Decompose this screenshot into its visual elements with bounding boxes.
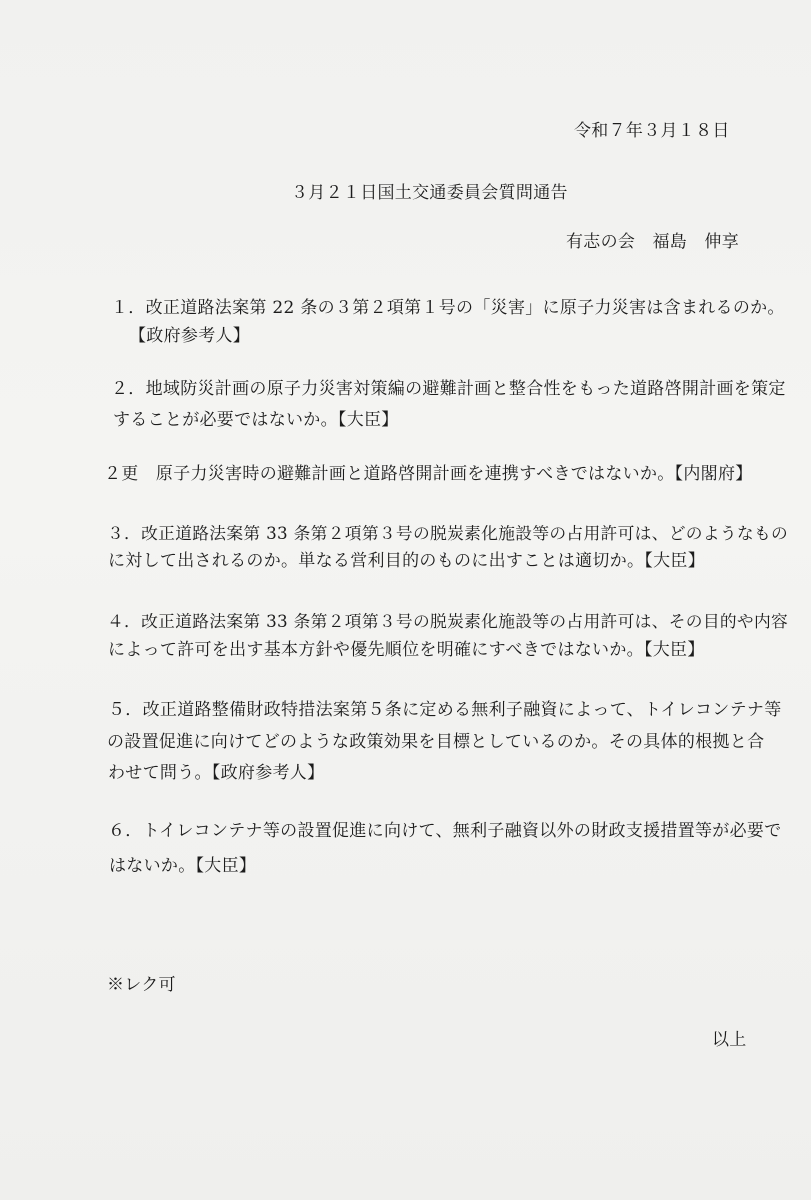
question-line: ４．改正道路法案第 33 条第２項第３号の脱炭素化施設等の占用許可は、その目的や内容 [107,611,789,631]
question-line: ３．改正道路法案第 33 条第２項第３号の脱炭素化施設等の占用許可は、どのようなもの [107,523,789,543]
question-line: ６．トイレコンテナ等の設置促進に向けて、無利子融資以外の財政支援措置等が必要で [108,821,782,841]
question-line: １．改正道路法案第 22 条の３第２項第１号の「災害」に原子力災害は含まれるのか。 [111,298,785,318]
question-line: に対して出されるのか。単なる営利目的のものに出すことは適切か。【大臣】 [108,551,705,571]
question-line: によって許可を出す基本方針や優先順位を明確にすべきではないか。【大臣】 [108,640,705,660]
question-line: の設置促進に向けてどのような政策効果を目標としているのか。その具体的根拠と合 [107,732,765,752]
document-date: 令和７年３月１８日 [574,121,730,141]
question-line: はないか。【大臣】 [109,856,257,876]
question-line: ２更 原子力災害時の避難計画と道路啓開計画を連携すべきではないか。【内閣府】 [104,464,753,484]
document-author: 有志の会 福島 伸享 [566,232,739,252]
question-line: わせて問う。【政府参考人】 [108,763,325,783]
question-line: 【政府参考人】 [129,326,251,346]
question-line: ５．改正道路整備財政特措法案第５条に定める無利子融資によって、トイレコンテナ等 [108,700,782,720]
lecture-note: ※レク可 [107,975,176,995]
question-line: ２．地域防災計画の原子力災害対策編の避難計画と整合性をもった道路啓開計画を策定 [111,379,786,399]
document-title: ３月２１日国土交通委員会質問通告 [291,183,568,203]
closing-mark: 以上 [712,1030,747,1050]
question-line: することが必要ではないか。【大臣】 [113,410,399,430]
